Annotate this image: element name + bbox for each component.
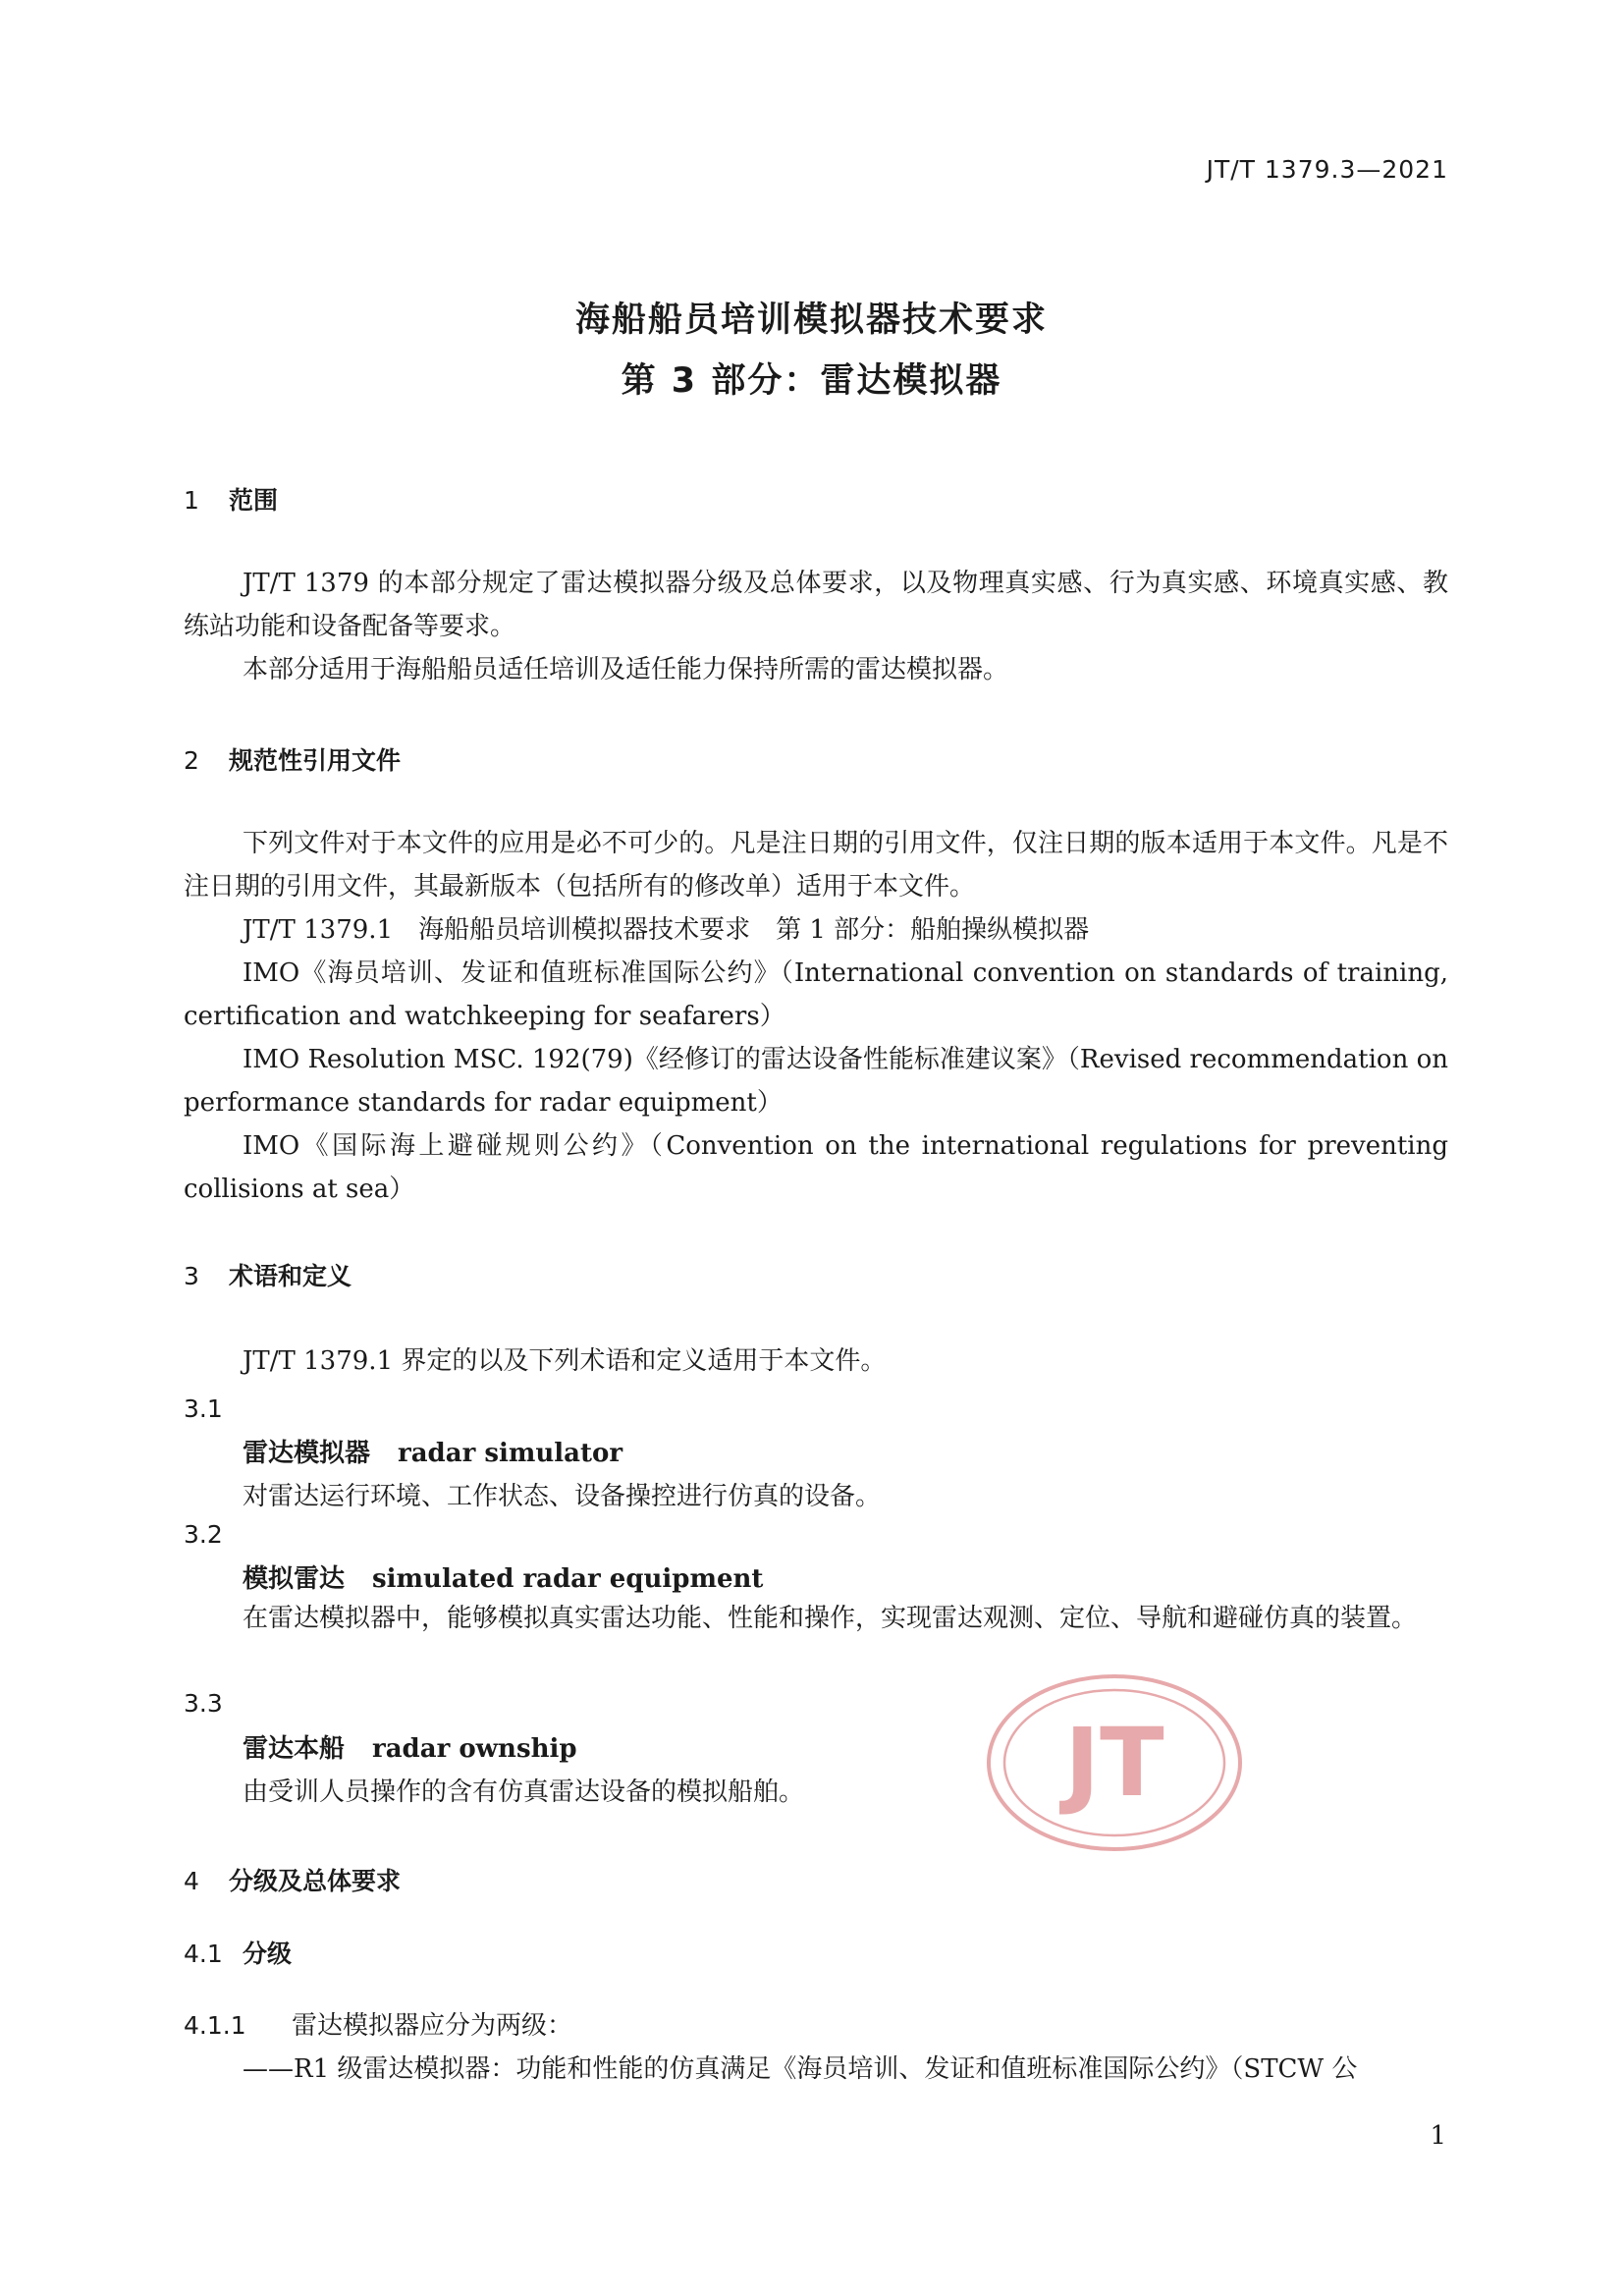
clause-4-1-1 (184, 2005, 572, 2042)
term-zh: 雷达本船 (243, 1734, 346, 1764)
term-en: radar ownship (372, 1734, 577, 1764)
section-1-heading (184, 481, 278, 517)
document-title: 海船船员培训模拟器技术要求 (574, 301, 1048, 340)
section-title: 术语和定义 (229, 1262, 352, 1290)
stamp-text: JT (1064, 1708, 1164, 1818)
term-en: radar simulator (398, 1439, 623, 1468)
subsection-4-1-heading (184, 1935, 292, 1970)
section-title: 规范性引用文件 (229, 746, 402, 775)
section-title: 分级及总体要求 (229, 1867, 402, 1895)
reference-3: IMO Resolution MSC. 192(79)《经修订的雷达设备性能标准建议案》（Revised recommendation on performance standards for radar equipment） (184, 1045, 1448, 1118)
standard-code: JT/T 1379.3—2021 (1206, 155, 1448, 184)
term-zh: 模拟雷达 (243, 1564, 346, 1594)
term-zh: 雷达模拟器 (243, 1439, 371, 1468)
term-number: 3.3 (184, 1689, 223, 1718)
subsection-number: 4.1 (184, 1940, 223, 1968)
document-subtitle: 第 3 部分：雷达模拟器 (621, 361, 1002, 401)
term-number: 3.2 (184, 1520, 223, 1549)
section-title: 范围 (229, 486, 279, 515)
page-number: 1 (1430, 2121, 1446, 2151)
subsection-title: 分级 (243, 1940, 293, 1968)
section-number: 2 (184, 746, 199, 775)
term-heading (243, 1728, 577, 1765)
clause-text: 雷达模拟器应分为两级： (292, 2011, 573, 2041)
section-2-heading (184, 741, 401, 777)
reference-2: IMO《海员培训、发证和值班标准国际公约》（International convention on standards of training, certification and watchkeeping for seafarers） (184, 958, 1448, 1031)
section-number: 4 (184, 1867, 199, 1895)
term-definition: 由受训人员操作的含有仿真雷达设备的模拟船舶。 (243, 1777, 805, 1807)
clause-number: 4.1.1 (184, 2011, 246, 2040)
list-item: ——R1 级雷达模拟器：功能和性能的仿真满足《海员培训、发证和值班标准国际公约》（STCW 公 (243, 2054, 1358, 2084)
section-3-intro: JT/T 1379.1 界定的以及下列术语和定义适用于本文件。 (243, 1346, 887, 1376)
section-number: 1 (184, 486, 199, 515)
term-heading (243, 1558, 763, 1595)
reference-4: IMO《国际海上避碰规则公约》（Convention on the international regulations for preventing collisions at sea） (184, 1131, 1448, 1204)
term-heading (243, 1433, 622, 1469)
term-en: simulated radar equipment (372, 1564, 764, 1594)
section-4-heading (184, 1862, 401, 1897)
section-3-heading (184, 1257, 352, 1292)
term-number: 3.1 (184, 1394, 223, 1423)
term-definition: 在雷达模拟器中，能够模拟真实雷达功能、性能和操作，实现雷达观测、定位、导航和避碰仿真的装置。 (243, 1604, 1418, 1633)
section-1-paragraph-1: JT/T 1379 的本部分规定了雷达模拟器分级及总体要求，以及物理真实感、行为真实感、环境真实感、教练站功能和设备配备等要求。 (184, 569, 1448, 641)
section-2-paragraph-1: 下列文件对于本文件的应用是必不可少的。凡是注日期的引用文件，仅注日期的版本适用于本文件。凡是不注日期的引用文件，其最新版本（包括所有的修改单）适用于本文件。 (184, 829, 1448, 902)
section-1-paragraph-2: 本部分适用于海船船员适任培训及适任能力保持所需的雷达模拟器。 (243, 655, 1009, 684)
jt-stamp-logo (982, 1669, 1247, 1856)
section-number: 3 (184, 1262, 199, 1290)
term-definition: 对雷达运行环境、工作状态、设备操控进行仿真的设备。 (243, 1482, 882, 1511)
reference-1: JT/T 1379.1 海船船员培训模拟器技术要求 第 1 部分：船舶操纵模拟器 (243, 915, 1090, 945)
